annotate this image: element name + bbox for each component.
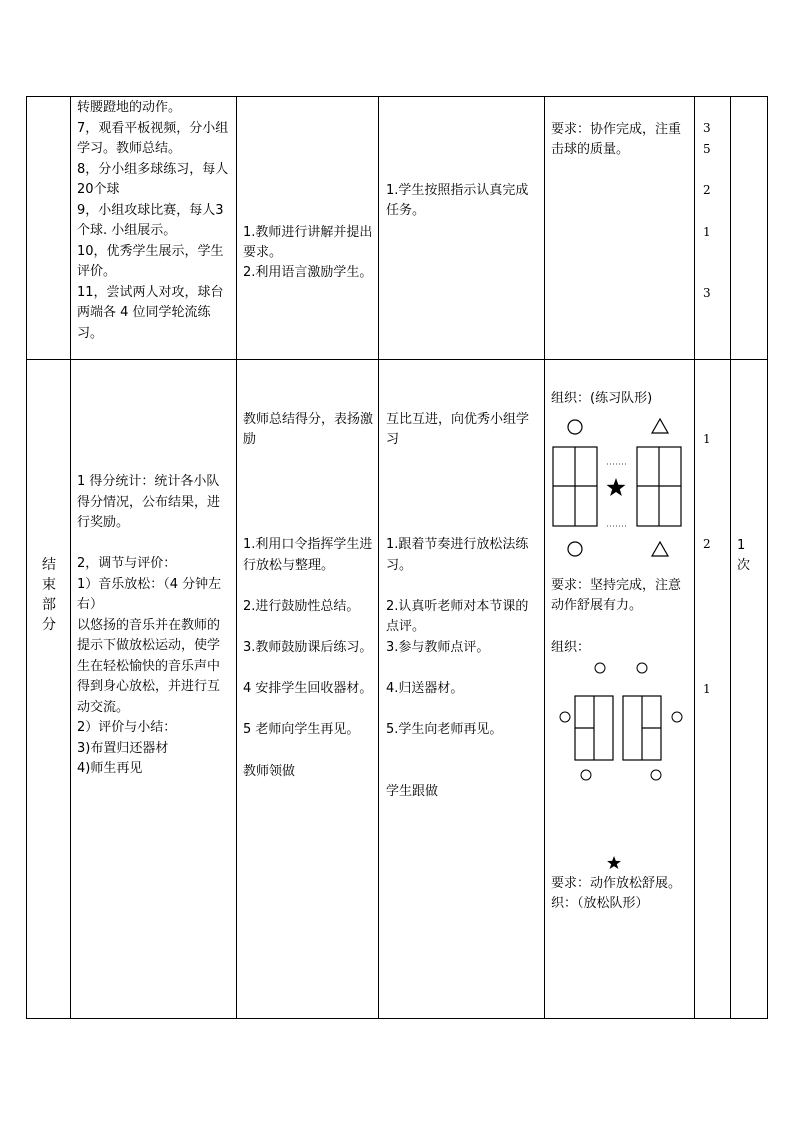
row2-time-3: 1 [703, 682, 711, 696]
row1-time-4: 1 [703, 225, 711, 239]
star-teacher-icon [607, 478, 626, 496]
table-tennis-table-icon [575, 696, 613, 760]
row2-org2-label: 组织： [551, 640, 591, 655]
table-border-top [26, 96, 768, 97]
col-line-3 [378, 96, 379, 1019]
row2-content-b: 2，调节与评价： 1）音乐放松：（4 分钟左右） 以悠扬的音乐并在教师的提示下做放松运动，使学生在轻松愉快的音乐声中得到身心放松，并进行互动交流。 2）评价与小结： 3)布置归还器材 4)师生再见 [77, 556, 222, 776]
row-divider [26, 359, 768, 360]
relax-formation-diagram [556, 660, 686, 875]
row1-time-1: 3 [703, 121, 711, 135]
row2-student-b: 1.跟着节奏进行放松法练习。 2.认真听老师对本节课的点评。 3.参与教师点评。 4.归送器材。 5.学生向老师再见。 学生跟做 [386, 537, 529, 800]
row2-time-1: 1 [703, 432, 711, 446]
row2-org1-label: 组织：(练习队形) [551, 391, 653, 406]
star-teacher-icon [607, 856, 621, 869]
row2-org2-requirement: 要求：动作放松舒展。 织：（放松队形） [551, 876, 682, 911]
col-line-2 [236, 96, 237, 1019]
row1-content: 转腰蹬地的动作。 7，观看平板视频，分小组学习。教师总结。 8，分小组多球练习，每人 20个球 9，小组攻球比赛，每人3个球. 小组展示。 10，优秀学生展示，学生评价。 11，尝试两人对攻，球台两端各 4 位同学轮流练习。 [77, 100, 229, 341]
row2-time-2: 2 [703, 537, 711, 551]
circle-marker-icon [568, 420, 582, 434]
row2-part-label: 结 束 部 分 [42, 557, 56, 633]
col-line-7 [767, 96, 768, 1019]
col-line-4 [544, 96, 545, 1019]
circle-marker-icon [568, 542, 582, 556]
circle-marker-icon [637, 663, 647, 673]
circle-marker-icon [581, 770, 591, 780]
table-border-bottom [26, 1018, 768, 1019]
col-line-5 [694, 96, 695, 1019]
row1-student: 1.学生按照指示认真完成任务。 [386, 183, 529, 218]
table-tennis-table-icon [637, 447, 681, 526]
row2-org1-requirement: 要求：坚持完成，注意动作舒展有力。 [551, 578, 682, 613]
practice-formation-diagram [548, 412, 692, 560]
table-tennis-table-icon [623, 696, 661, 760]
row1-time-3: 2 [703, 183, 711, 197]
row1-organization: 要求：协作完成，注重击球的质量。 [551, 122, 682, 157]
col-line-1 [70, 96, 71, 1019]
row2-content-a: 1 得分统计：统计各小队得分情况，公布结果，进行奖励。 [77, 474, 221, 530]
row1-time-5: 3 [703, 286, 711, 300]
row1-time-2: 5 [703, 142, 711, 156]
col-line-6 [730, 96, 731, 1019]
row2-count: 1 次 [737, 538, 751, 573]
circle-marker-icon [672, 712, 682, 722]
circle-marker-icon [651, 770, 661, 780]
circle-marker-icon [595, 663, 605, 673]
row2-teacher-a: 教师总结得分，表扬激励 [243, 412, 374, 447]
row2-teacher-b: 1.利用口令指挥学生进行放松与整理。 2.进行鼓励性总结。 3.教师鼓励课后练习。 4 安排学生回收器材。 5 老师向学生再见。 教师领做 [243, 537, 373, 779]
triangle-marker-icon [652, 542, 668, 556]
circle-marker-icon [560, 712, 570, 722]
col-line-0 [26, 96, 27, 1019]
row1-teacher: 1.教师进行讲解并提出要求。 2.利用语言激励学生。 [243, 225, 373, 280]
table-tennis-table-icon [553, 447, 597, 526]
row2-student-a: 互比互进，向优秀小组学习 [386, 412, 530, 447]
triangle-marker-icon [652, 419, 668, 433]
